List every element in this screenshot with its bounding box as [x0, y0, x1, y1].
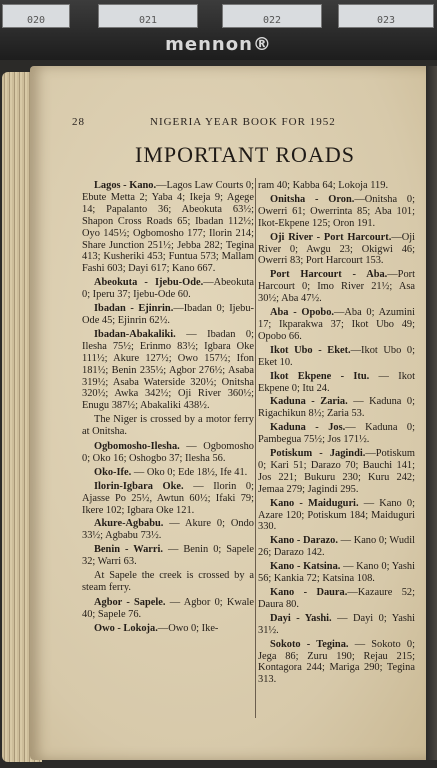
- route-continuation: ram 40; Kabba 64; Lokoja 119.: [258, 180, 389, 191]
- route-distances: —Owo 0; Ike-: [157, 622, 219, 634]
- route-name: Ilorin-Igbara Oke.: [94, 480, 184, 492]
- route-distances: — Oko 0; Ede 18½, Ife 41.: [131, 466, 248, 478]
- route-distances: — Agbor 0; Kwale 40; Sapele 76.: [82, 596, 254, 620]
- route-entry: [82, 441, 254, 465]
- route-entry: [258, 561, 415, 585]
- route-distances: — Benin 0; Sapele 32; Warri 63.: [82, 544, 254, 568]
- route-name: Ikot Ubo - Eket.: [270, 344, 351, 356]
- route-distances: —Aba 0; Azumini 17; Ikparakwa 37; Ikot Ubo 49; Opobo 66.: [258, 307, 415, 342]
- route-entry: [258, 345, 415, 369]
- route-entry: [258, 498, 415, 534]
- route-name: Benin - Warri.: [94, 544, 163, 556]
- route-entry: [258, 194, 415, 230]
- route-distances: — Ibadan 0; Ilesha 75½; Erinmo 83½; Igbara Oke 111½; Akure 127½; Owo 157½; Ifon 181½; Benin 235½; Agbor 276½; Asaba 319½; Asaba Waterside 320½; Onitsha 320½; Awka 342½; Oji River 360½; Enugu 387½; Abakaliki 438½.: [82, 328, 254, 412]
- ferry-note: At Sapele the creek is crossed by a steam ferry.: [82, 570, 254, 593]
- route-name: Lagos - Kano.: [94, 180, 157, 191]
- route-name: Potiskum - Jagindi.: [270, 448, 366, 460]
- route-name: Ibadan - Ejinrin.: [94, 303, 174, 315]
- route-name: Kano - Daura.: [270, 587, 348, 598]
- route-distances: —Potiskum 0; Kari 51; Darazo 70; Bauchi 141; Jos 221; Bukuru 230; Kuru 242; Jemaa 279; Jagindi 295.: [258, 448, 415, 495]
- route-name: Ikot Ekpene - Itu.: [270, 370, 370, 382]
- facing-page-edge: [426, 66, 437, 760]
- route-name: Abeokuta - Ijebu-Ode.: [94, 277, 204, 289]
- route-name: Kaduna - Jos.: [270, 422, 346, 434]
- route-entry: [258, 587, 415, 611]
- route-distances: — Kano 0; Wudil 26; Darazo 142.: [258, 535, 415, 559]
- route-distances: — Kano 0; Azare 120; Potiskum 184; Maiduguri 330.: [258, 497, 415, 533]
- route-distances: —Port Harcourt 0; Imo River 21½; Asa 30½; Aba 47½.: [258, 269, 415, 305]
- route-distances: — Sokoto 0; Jega 86; Zuru 190; Rejau 215; Kontagora 244; Mariga 290; Tegina 313.: [258, 638, 415, 686]
- route-distances: —Onitsha 0; Owerri 61; Owerrinta 85; Aba 101; Ikot-Ekpene 125; Oron 191.: [258, 193, 415, 229]
- route-entry: [258, 396, 415, 420]
- scanner-frame: [0, 0, 437, 60]
- route-name: Oko-Ife.: [94, 466, 132, 478]
- route-distances: —Oji River 0; Awgu 23; Okigwi 46; Owerri 83; Port Harcourt 153.: [258, 231, 415, 267]
- film-frame: [98, 4, 198, 28]
- route-entry: [258, 613, 415, 637]
- route-name: Ibadan-Abakaliki.: [94, 328, 176, 340]
- route-entry: [258, 232, 415, 268]
- scanner-brand-logo: mennon®: [165, 34, 272, 55]
- route-entry: [82, 467, 254, 479]
- route-entry: [258, 448, 415, 496]
- route-distances: —Lagos Law Courts 0; Ebute Metta 2; Yaba 4; Ikeja 9; Agege 14; Papalanto 36; Abeokuta 63½; Shapon Cross Roads 65; Ibadan 112½; Oyo 145½; Ogbomosho 177; Ilorin 214; Share Junction 251½; Jebba 282; Tegina 413; Kusheriki 453; Funtua 573; Mallam Fashi 603; Dayi 617; Kano 667.: [82, 180, 254, 275]
- right-column: [258, 180, 415, 688]
- route-name: Aba - Opobo.: [270, 307, 334, 319]
- route-distances: — Kaduna 0; Rigachikun 8½; Zaria 53.: [258, 396, 415, 420]
- route-name: Onitsha - Oron.: [270, 193, 355, 205]
- running-head: NIGERIA YEAR BOOK FOR 1952: [150, 116, 336, 128]
- route-distances: —Abeokuta 0; Iperu 37; Ijebu-Ode 60.: [82, 277, 254, 301]
- route-name: Port Harcourt - Aba.: [270, 269, 388, 281]
- route-distances: — Ilorin 0; Ajasse Po 25½, Awtun 60½; Ifaki 79; Ikere 102; Igbara Oke 121.: [82, 480, 254, 516]
- route-entry: [82, 597, 254, 621]
- route-entry: [82, 180, 254, 275]
- route-entry: [258, 371, 415, 395]
- film-frame: [2, 4, 70, 28]
- route-name: Ogbomosho-Ilesha.: [94, 441, 180, 453]
- route-entry: [258, 535, 415, 559]
- route-distances: —Ikot Ubo 0; Eket 10.: [258, 344, 415, 368]
- route-distances: — Kaduna 0; Pambegua 75½; Jos 171½.: [258, 422, 416, 446]
- route-distances: — Ikot Ekpene 0; Itu 24.: [258, 370, 415, 394]
- frame-number: 022: [262, 15, 282, 26]
- route-entry: [82, 518, 254, 542]
- route-entry: [258, 639, 415, 687]
- route-name: Owo - Lokoja.: [94, 622, 158, 634]
- route-name: Oji River - Port Harcourt.: [270, 231, 392, 243]
- film-frame: [222, 4, 322, 28]
- route-name: Kaduna - Zaria.: [270, 396, 348, 408]
- page-title: IMPORTANT ROADS: [135, 142, 355, 167]
- route-entry: [258, 422, 415, 446]
- route-distances: — Akure 0; Ondo 33½; Agbabu 73½.: [82, 518, 254, 542]
- frame-number: 020: [26, 15, 46, 26]
- route-name: Akure-Agbabu.: [94, 518, 164, 530]
- route-distances: — Ogbomosho 0; Oko 16; Oshogbo 37; Ilesha 56.: [82, 441, 254, 464]
- route-name: Kano - Katsina.: [270, 561, 341, 573]
- page-number: 28: [72, 116, 85, 128]
- frame-number: 021: [138, 15, 158, 26]
- frame-number: 023: [376, 15, 396, 26]
- route-name: Dayi - Yashi.: [270, 612, 332, 624]
- route-entry: [82, 544, 254, 568]
- route-distances: — Dayi 0; Yashi 31½.: [258, 612, 415, 636]
- route-name: Agbor - Sapele.: [94, 596, 166, 608]
- ferry-note: The Niger is crossed by a motor ferry at Onitsha.: [82, 414, 254, 438]
- route-entry: [82, 277, 254, 301]
- route-entry: [82, 303, 254, 327]
- route-distances: —Ibadan 0; Ijebu-Ode 45; Ejinrin 62½.: [82, 303, 255, 326]
- film-frame: [338, 4, 434, 28]
- route-entry: [258, 307, 415, 343]
- route-entry: [82, 329, 254, 412]
- route-entry: [82, 623, 254, 635]
- route-distances: — Kano 0; Yashi 56; Kankia 72; Katsina 108.: [258, 561, 415, 585]
- route-entry: [82, 481, 254, 517]
- left-column: [82, 180, 254, 637]
- route-name: Kano - Maiduguri.: [270, 497, 359, 509]
- route-distances: —Kazaure 52; Daura 80.: [258, 587, 415, 610]
- film-strip: [0, 4, 437, 30]
- route-name: Sokoto - Tegina.: [270, 638, 349, 650]
- route-name: Kano - Darazo.: [270, 535, 338, 547]
- column-divider: [255, 178, 256, 718]
- route-entry: [258, 269, 415, 305]
